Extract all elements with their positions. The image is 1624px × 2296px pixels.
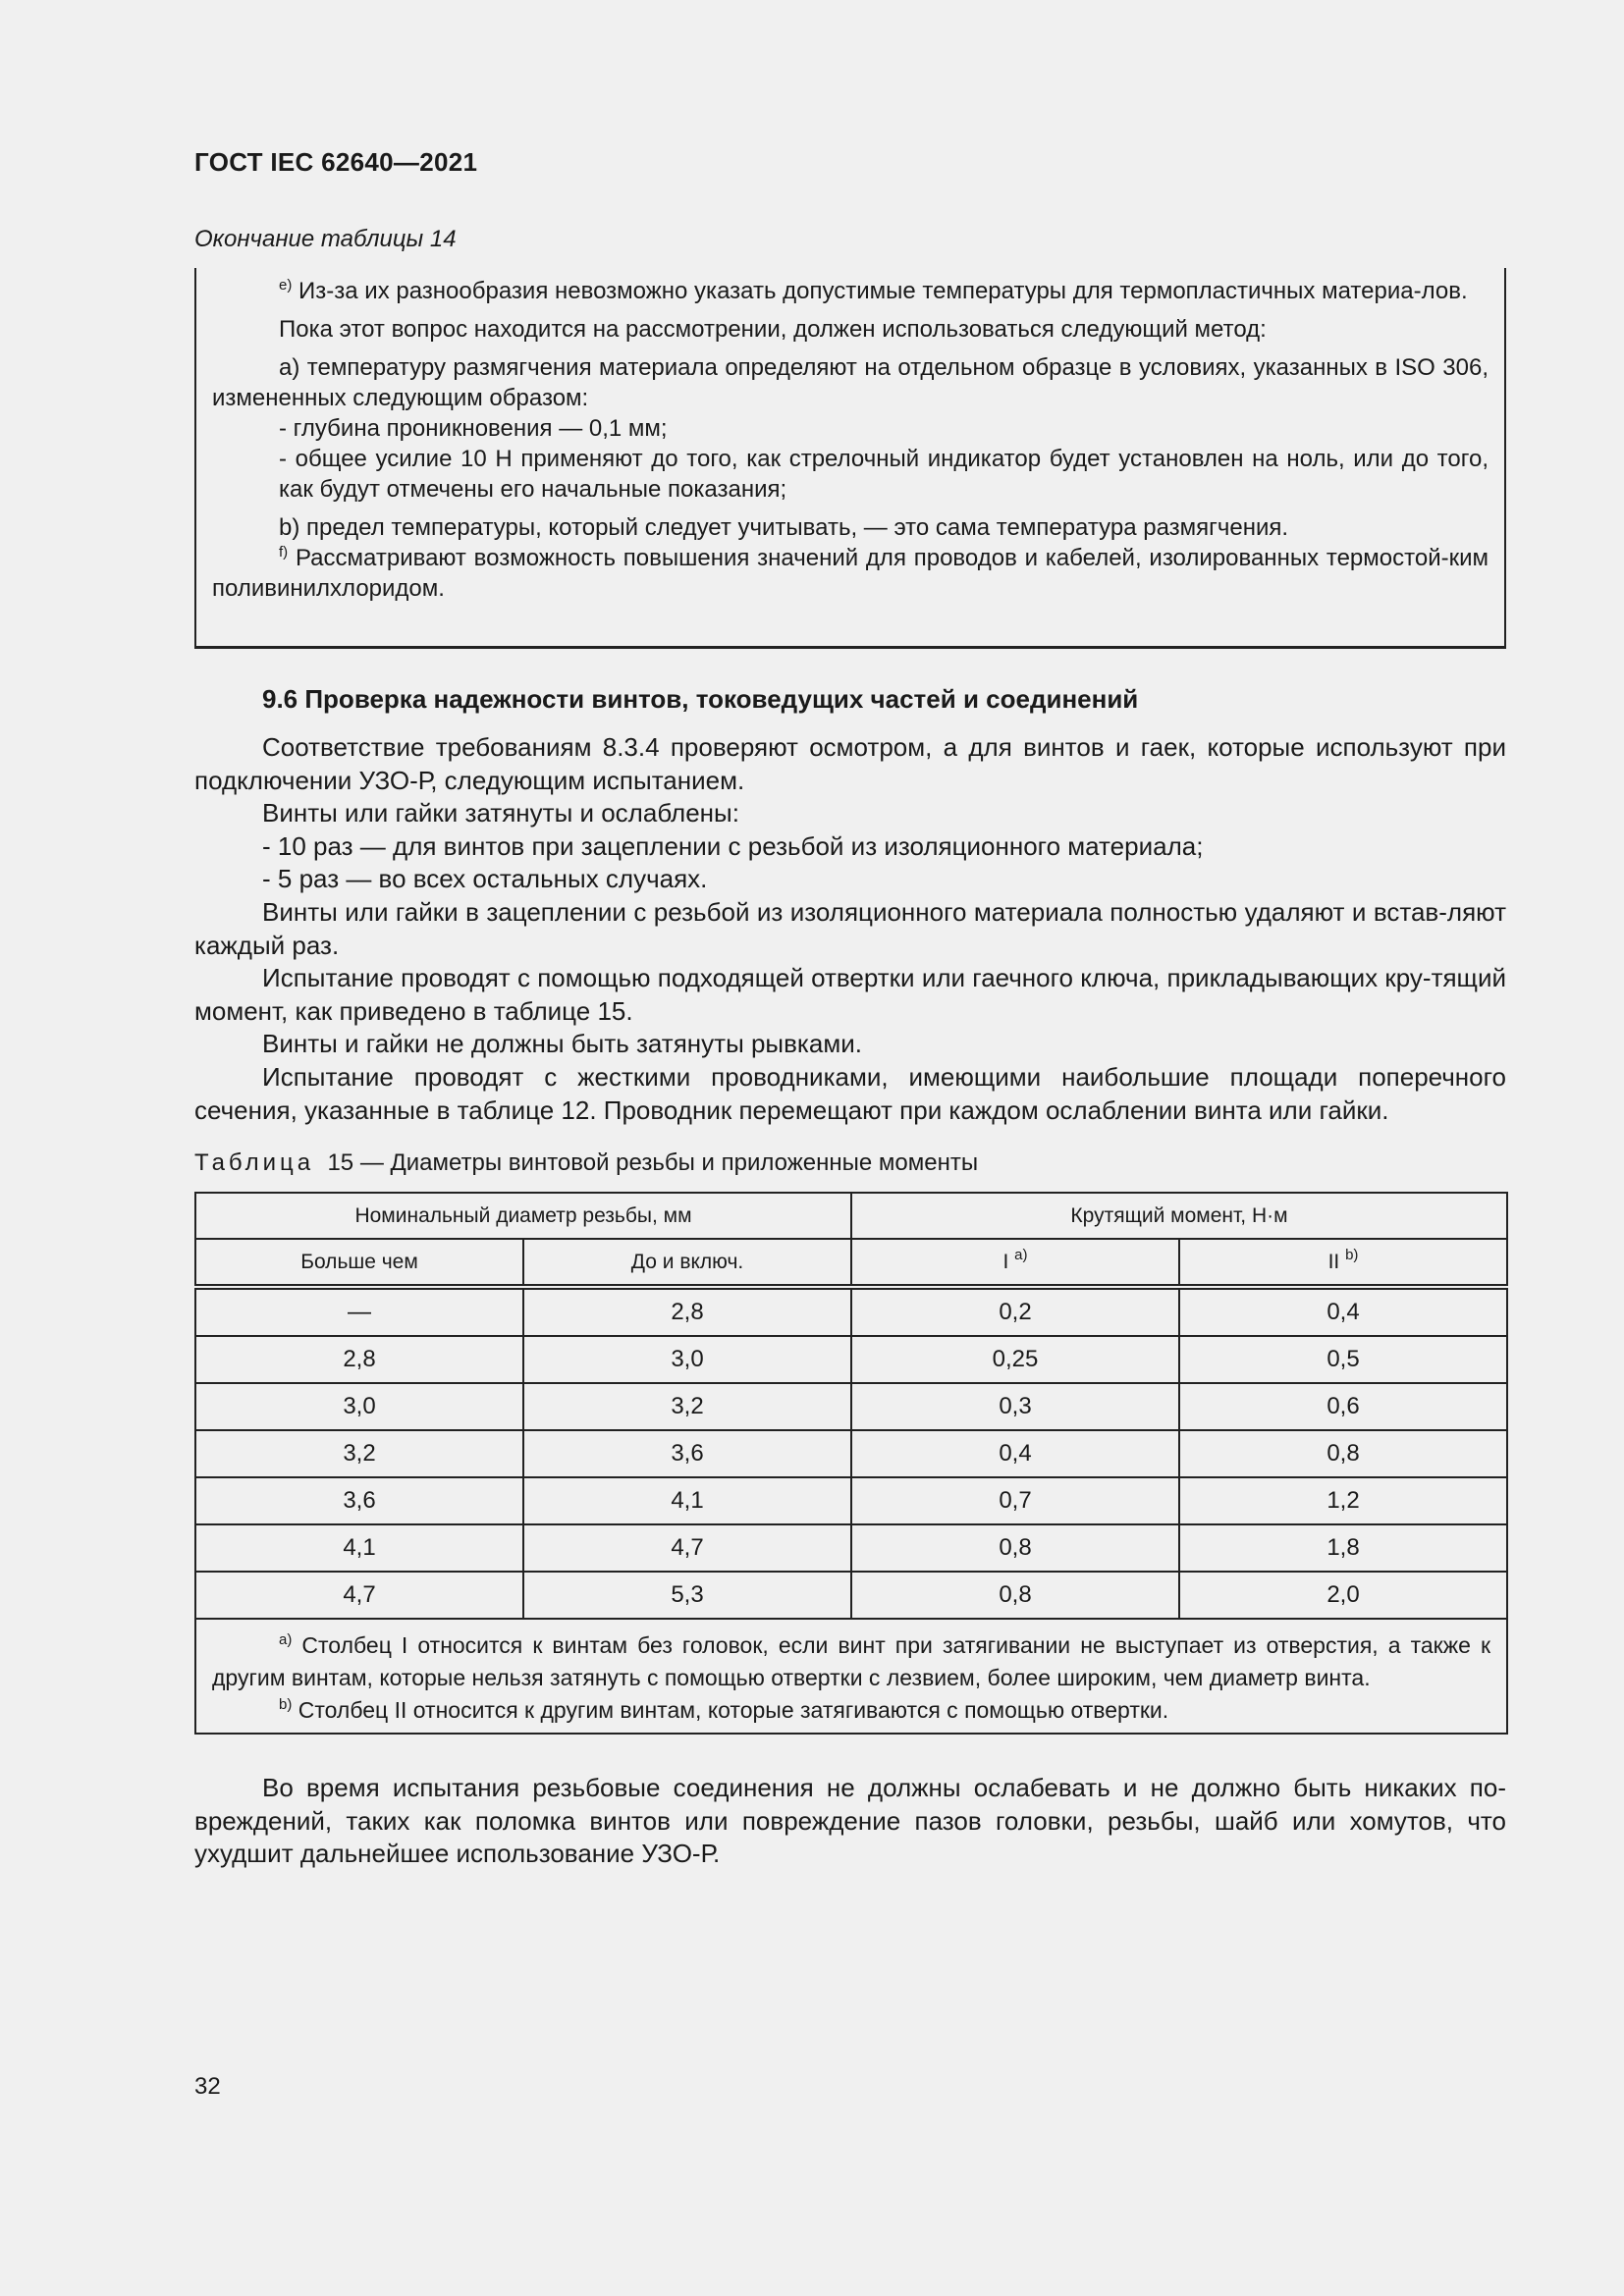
table-row <box>195 1287 1507 1336</box>
footnote-e-mark: e) <box>279 277 293 294</box>
table-cell: 3,6 <box>195 1477 523 1524</box>
table-cell: 0,25 <box>851 1336 1179 1383</box>
table-cell: 0,4 <box>1179 1287 1507 1336</box>
header-more-than: Больше чем <box>195 1239 523 1287</box>
paragraph: Винты или гайки в зацеплении с резьбой из изоляционного материала полностью удаляют и встав-ляют каждый раз. <box>194 896 1506 960</box>
table-cell: 0,8 <box>1179 1430 1507 1477</box>
paragraph: Соответствие требованиям 8.3.4 проверяют осмотром, а для винтов и гаек, которые используют при подключении УЗО-Р, следующим испытанием. <box>194 732 1506 795</box>
table-continuation-caption: Окончание таблицы 14 <box>194 226 457 252</box>
header-torque-II-label: II <box>1327 1250 1340 1273</box>
table-cell: 3,6 <box>523 1430 851 1477</box>
table-notes <box>195 1619 1507 1734</box>
header-up-to: До и включ. <box>523 1239 851 1287</box>
table-cell: 4,1 <box>195 1524 523 1572</box>
table-cell: 2,0 <box>1179 1572 1507 1619</box>
paragraph: Испытание проводят с помощью подходящей отвертки или гаечного ключа, прикладывающих кру-тящий момент, как приведено в таблице 15. <box>194 963 1506 1026</box>
footnote-e <box>212 276 1489 306</box>
section-title: 9.6 Проверка надежности винтов, токоведущих частей и соединений <box>262 684 1139 714</box>
table-note-b-mark: b) <box>279 1696 293 1713</box>
table-cell: 0,2 <box>851 1287 1179 1336</box>
table-cell: 0,8 <box>851 1572 1179 1619</box>
table-cell: 4,7 <box>523 1524 851 1572</box>
table-row <box>195 1524 1507 1572</box>
page-number: 32 <box>194 2073 221 2100</box>
table-notes-row <box>195 1619 1507 1734</box>
dash-item: - 10 раз — для винтов при зацеплении с резьбой из изоляционного материала; <box>262 830 1204 861</box>
paragraph: Винты и гайки не должны быть затянуты рывками. <box>262 1029 862 1059</box>
table-caption-title: 15 — Диаметры винтовой резьбы и приложенные моменты <box>327 1149 979 1176</box>
method-dash-1: - глубина проникновения — 0,1 мм; <box>279 415 668 442</box>
paragraph: Винты или гайки затянуты и ослаблены: <box>262 798 739 828</box>
table-row <box>195 1383 1507 1430</box>
standard-header: ГОСТ IEC 62640—2021 <box>194 147 478 177</box>
table-cell: 0,7 <box>851 1477 1179 1524</box>
paragraph: Во время испытания резьбовые соединения не должны ослабевать и не должно быть никаких по-вреждений, таких как поломка винтов или повреждение пазов головки, резьбы, шайб или хомутов, что ухудшит дальнейшее использование УЗО-Р. <box>194 1773 1506 1869</box>
table-cell: 3,0 <box>523 1336 851 1383</box>
table-note-a-text: Столбец I относится к винтам без головок, если винт при затягивании не выступает из отверстия, а также к другим винтам, которые нельзя затянуть с помощью отвертки с лезвием, более широким, чем диаметр винта. <box>212 1632 1491 1690</box>
table-cell: — <box>195 1287 523 1336</box>
table15 <box>194 1192 1508 1735</box>
table-cell: 2,8 <box>195 1336 523 1383</box>
table-caption-word: Таблица <box>194 1149 315 1176</box>
table-row <box>195 1430 1507 1477</box>
header-torque-II-mark: b) <box>1345 1246 1359 1263</box>
header-torque-II <box>1179 1239 1507 1287</box>
table-cell: 4,7 <box>195 1572 523 1619</box>
header-torque-I-mark: a) <box>1014 1246 1028 1263</box>
table-note-a <box>212 1629 1490 1694</box>
header-group-diameter: Номинальный диаметр резьбы, мм <box>195 1193 851 1239</box>
table-cell: 3,2 <box>523 1383 851 1430</box>
closing-text <box>194 1772 1506 1871</box>
table-note-b-text: Столбец II относится к другим винтам, которые затягиваются с помощью отвертки. <box>298 1697 1169 1723</box>
footnote-f <box>212 543 1489 604</box>
footnote-f-mark: f) <box>279 544 289 561</box>
table-cell: 0,8 <box>851 1524 1179 1572</box>
table-cell: 0,3 <box>851 1383 1179 1430</box>
table-cell: 4,1 <box>523 1477 851 1524</box>
table-row <box>195 1477 1507 1524</box>
table-cell: 2,8 <box>523 1287 851 1336</box>
table-row <box>195 1336 1507 1383</box>
method-item-b: b) предел температуры, который следует учитывать, — это сама температура размягчения. <box>279 514 1289 541</box>
table-cell: 0,5 <box>1179 1336 1507 1383</box>
table15-caption <box>194 1149 978 1177</box>
table-cell: 1,2 <box>1179 1477 1507 1524</box>
section-body <box>194 731 1506 1127</box>
table-cell: 1,8 <box>1179 1524 1507 1572</box>
method-dash-2: - общее усилие 10 Н применяют до того, как стрелочный индикатор будет установлен на ноль, или до того, как будут отмечены его начальные показания; <box>279 446 1489 503</box>
header-torque-I <box>851 1239 1179 1287</box>
header-torque-I-label: I <box>1002 1250 1009 1273</box>
table-note-b <box>212 1694 1490 1727</box>
table-cell: 3,2 <box>195 1430 523 1477</box>
method-intro: Пока этот вопрос находится на рассмотрении, должен использоваться следующий метод: <box>279 316 1267 343</box>
method-item-a: а) температуру размягчения материала определяют на отдельном образце в условиях, указанных в ISO 306, измененных следующим образом: <box>212 354 1489 411</box>
footnote-e-text: Из-за их разнообразия невозможно указать допустимые температуры для термопластичных материа-лов. <box>298 278 1468 304</box>
header-group-torque: Крутящий момент, Н·м <box>851 1193 1507 1239</box>
dash-item: - 5 раз — во всех остальных случаях. <box>262 864 708 894</box>
table-cell: 0,6 <box>1179 1383 1507 1430</box>
table-row <box>195 1572 1507 1619</box>
table-cell: 5,3 <box>523 1572 851 1619</box>
table14-footnotes-box <box>194 268 1506 649</box>
footnote-f-text: Рассматривают возможность повышения значений для проводов и кабелей, изолированных термостой-ким поливинилхлоридом. <box>212 545 1489 602</box>
paragraph: Испытание проводят с жесткими проводниками, имеющими наибольшие площади поперечного сечения, указанные в таблице 12. Проводник перемещают при каждом ослаблении винта или гайки. <box>194 1061 1506 1125</box>
table-cell: 3,0 <box>195 1383 523 1430</box>
table-cell: 0,4 <box>851 1430 1179 1477</box>
table-note-a-mark: a) <box>279 1631 293 1648</box>
